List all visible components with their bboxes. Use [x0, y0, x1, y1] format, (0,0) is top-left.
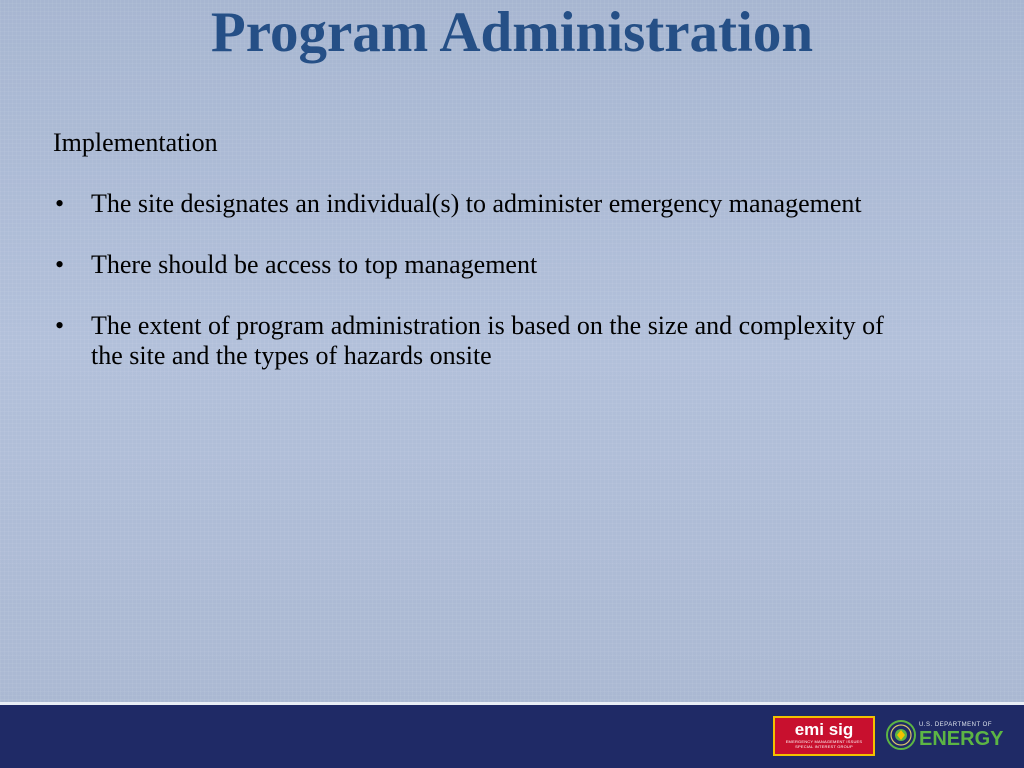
- bullet-text: The site designates an individual(s) to administer emergency management: [91, 189, 862, 218]
- bullet-marker: •: [55, 250, 65, 279]
- bullet-item: [53, 189, 893, 219]
- bullet-item: [53, 311, 893, 371]
- bullet-item: [53, 250, 893, 280]
- doe-seal-icon: [886, 720, 916, 750]
- emi-logo-text: emi sig: [794, 720, 854, 739]
- subheading: Implementation: [53, 128, 218, 157]
- bullet-text: There should be access to top management: [91, 250, 538, 279]
- slide-title: Program Administration: [210, 1, 814, 64]
- emi-sig-logo: [773, 716, 875, 756]
- bullet-marker: •: [55, 189, 65, 218]
- emi-logo-subtitle-1: EMERGENCY MANAGEMENT ISSUES: [785, 739, 863, 744]
- doe-department-text: U.S. DEPARTMENT OF: [919, 722, 993, 728]
- bullet-marker: •: [55, 311, 65, 340]
- emi-logo-subtitle-2: SPECIAL INTEREST GROUP: [795, 744, 853, 749]
- doe-energy-text: ENERGY: [919, 728, 1004, 750]
- bullet-list: [53, 189, 893, 371]
- bullet-text: The extent of program administration is based on the size and complexity of the site and the types of hazards onsite: [91, 311, 884, 370]
- slide-body: [53, 128, 893, 402]
